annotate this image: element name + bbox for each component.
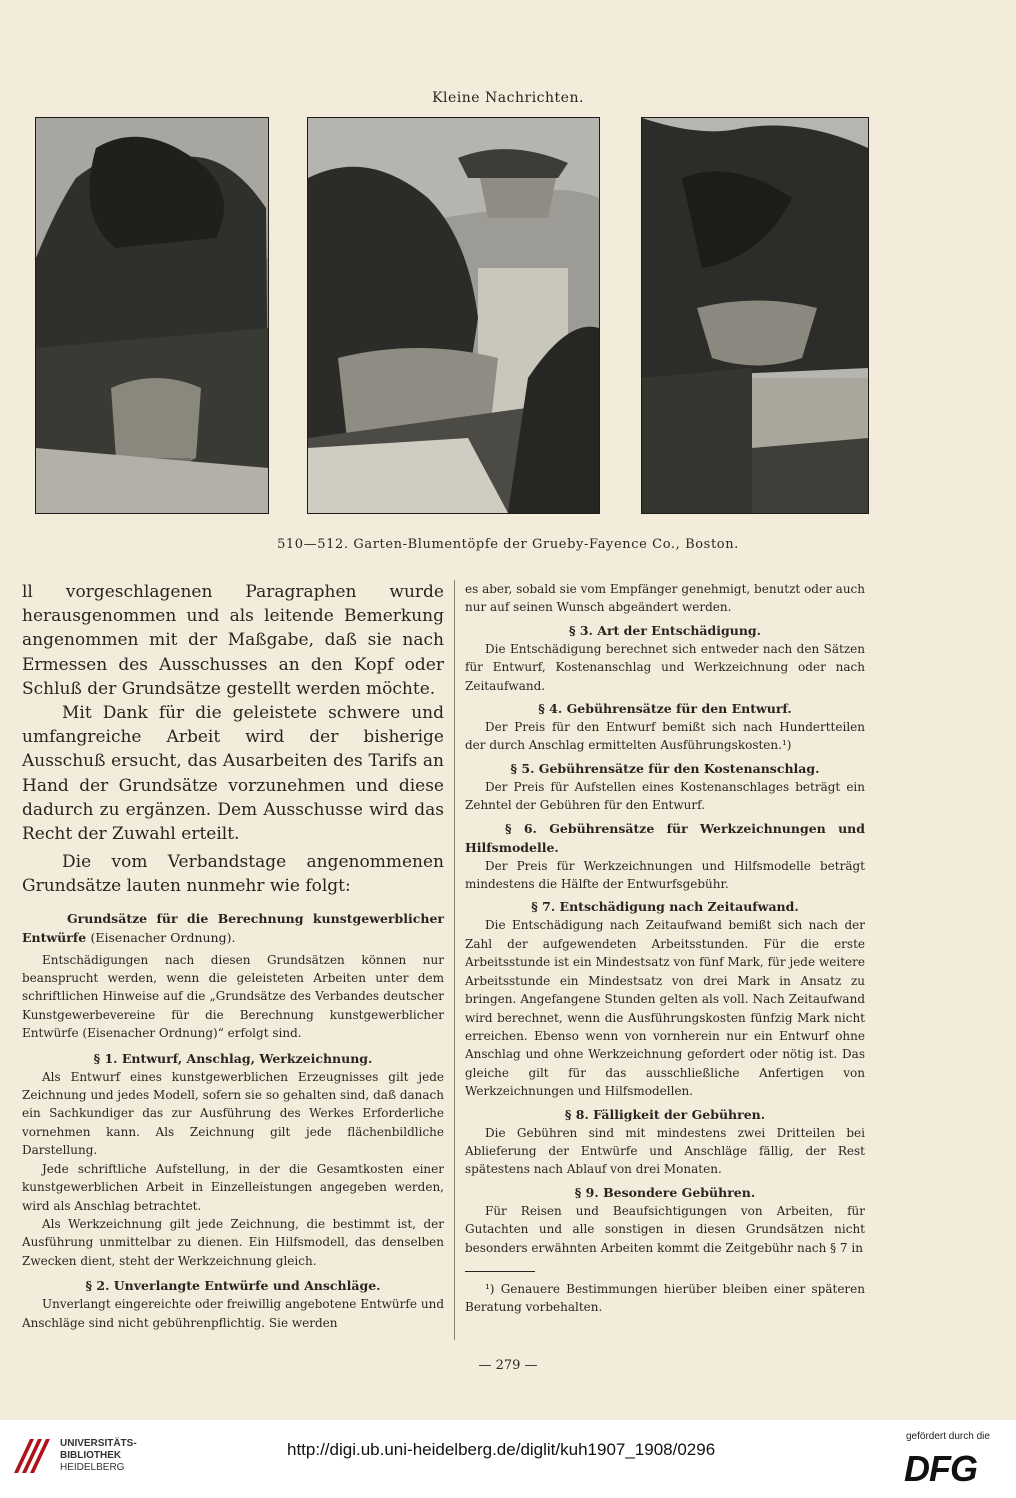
dfg-logo[interactable]: DFG — [904, 1448, 977, 1489]
paragraph: Unverlangt eingereichte oder freiwillig angebotene Entwürfe und Anschläge sind nicht gebührenpflichtig. Sie werden — [22, 1297, 444, 1330]
title-suffix: (Eisenacher Ordnung). — [90, 929, 236, 945]
paragraph: ll vorgeschlagenen Paragraphen wurde herausgenommen und als leitende Bemerkung angenommen mit der Maßgabe, daß sie nach Ermessen des Ausschusses an den Kopf oder Schluß der Grundsätze gestellt werden möchte. — [22, 582, 444, 699]
library-logo-icon[interactable] — [10, 1431, 56, 1477]
section-heading: § 9. Besondere Gebühren. — [574, 1184, 756, 1200]
page-number: — 279 — — [478, 1358, 538, 1373]
column-divider — [454, 580, 455, 1340]
library-name-line: HEIDELBERG — [60, 1462, 125, 1473]
paragraph: Die Entschädigung nach Zeitaufwand bemißt sich nach der Zahl der aufgewendeten Arbeitsstunden. Für die erste Arbeitsstunde ist ein Mindestsatz von fünf Mark, für jede weitere Arbeitsstunde ein Mindestsatz von drei Mark in Ansatz zu bringen. Angefangene Stunden gelten als voll. Nach Zeitaufwand wird berechnet, wenn die Ausführungskosten fünfzig Mark nicht erreichen. Ebenso wenn von vornherein nur ein Entwurf ohne Anschlag und ohne Werkzeichnung gefordert oder nötig ist. Das gleiche gilt für das ausschließliche Anfertigen von Werkzeichnungen und Hilfsmodellen. — [465, 918, 865, 1099]
paragraph: Mit Dank für die geleistete schwere und umfangreiche Arbeit wird der bisherige Ausschuß ersucht, das Ausarbeiten des Tarifs an Hand der Grundsätze vorzunehmen und diese dadurch zu ergänzen. Dem Ausschusse wird das Recht der Zuwahl erteilt. — [22, 703, 444, 845]
section-title — [22, 909, 444, 947]
paragraph: Entschädigungen nach diesen Grundsätzen können nur beansprucht werden, wenn die geleisteten Arbeiten unter dem schriftlichen Hinweise auf die „Grundsätze des Verbandes deutscher Kunstgewerbevereine für die Berechnung kunstgewerblicher Entwürfe (Eisenacher Ordnung)“ erfolgt sind. — [22, 952, 444, 1041]
section-heading: § 6. Gebührensätze für Werkzeichnungen und Hilfsmodelle. — [465, 820, 865, 855]
footnote-rule — [465, 1271, 535, 1272]
library-name-line: UNIVERSITÄTS- — [60, 1438, 137, 1449]
paragraph: Für Reisen und Beaufsichtigungen von Arbeiten, für Gutachten und alle sonstigen in diesen Grundsätzen nicht besonders erwähnten Arbeiten kommt die Zeitgebühr nach § 7 in — [465, 1203, 865, 1255]
library-name-line: BIBLIOTHEK — [60, 1450, 122, 1461]
section-heading: § 5. Gebührensätze für den Kostenanschlag. — [510, 760, 820, 776]
paragraph: Die vom Verbandstage angenommenen Grundsätze lauten nunmehr wie folgt: — [22, 852, 444, 897]
section-heading: § 7. Entschädigung nach Zeitaufwand. — [531, 899, 799, 915]
library-name[interactable] — [60, 1438, 137, 1474]
paragraph: Die Entschädigung berechnet sich entweder nach den Sätzen für Entwurf, Kostenanschlag und Werkzeichnung oder nach Zeitaufwand. — [465, 641, 865, 693]
running-title: Kleine Nachrichten. — [432, 90, 584, 106]
figure-caption: 510—512. Garten-Blumentöpfe der Grueby-Fayence Co., Boston. — [277, 537, 739, 552]
funded-by-label: gefördert durch die — [906, 1431, 990, 1442]
left-column — [22, 580, 444, 1332]
paragraph: es aber, sobald sie vom Empfänger genehmigt, benutzt oder auch nur auf seinen Wunsch abgeändert werden. — [465, 582, 865, 615]
right-column — [465, 580, 865, 1317]
section-heading: § 2. Unverlangte Entwürfe und Anschläge. — [85, 1278, 381, 1294]
permalink-url[interactable]: http://digi.ub.uni-heidelberg.de/diglit/kuh1907_1908/0296 — [287, 1440, 716, 1459]
footnote: ¹) Genauere Bestimmungen hierüber bleiben einer späteren Beratung vorbehalten. — [465, 1281, 865, 1315]
section-heading: § 1. Entwurf, Anschlag, Werkzeichnung. — [93, 1050, 373, 1066]
paragraph: Als Entwurf eines kunstgewerblichen Erzeugnisses gilt jede Zeichnung und jedes Modell, sofern sie so gehalten sind, daß danach ein Sachkundiger das zur Ausführung des Werkes Erforderliche vornehmen kann. Als Zeichnung gilt jede flächenbildliche Darstellung. — [22, 1069, 444, 1158]
viewer-footer — [0, 1420, 1016, 1498]
section-heading: § 3. Art der Entschädigung. — [568, 622, 762, 638]
photo-flowerpot-511 — [307, 117, 600, 514]
paragraph: Der Preis für den Entwurf bemißt sich nach Hundertteilen der durch Anschlag ermittelten Ausführungskosten.¹) — [465, 720, 865, 753]
section-heading: § 4. Gebührensätze für den Entwurf. — [538, 701, 792, 717]
title-text: Grundsätze für die Berechnung kunstgewerblicher Entwürfe — [22, 910, 444, 945]
paragraph: Der Preis für Aufstellen eines Kostenanschlages beträgt ein Zehntel der Gebühren für den Entwurf. — [465, 779, 865, 813]
section-heading: § 8. Fälligkeit der Gebühren. — [564, 1106, 766, 1122]
photo-flowerpot-512 — [641, 117, 869, 514]
paragraph: Der Preis für Werkzeichnungen und Hilfsmodelle beträgt mindestens die Hälfte der Entwurfsgebühr. — [465, 858, 865, 892]
paragraph: Jede schriftliche Aufstellung, in der die Gesamtkosten einer kunstgewerblichen Arbeit in Einzelleistungen angegeben werden, wird als Anschlag betrachtet. — [22, 1161, 444, 1213]
paragraph: Als Werkzeichnung gilt jede Zeichnung, die bestimmt ist, der Ausführung unmittelbar zu dienen. Ein Hilfsmodell, das denselben Zwecken dient, steht der Werkzeichnung gleich. — [22, 1216, 444, 1268]
photo-flowerpot-510 — [35, 117, 269, 514]
paragraph: Die Gebühren sind mit mindestens zwei Dritteilen bei Ablieferung der Entwürfe und Anschläge fällig, der Rest spätestens nach Ablauf von drei Monaten. — [465, 1125, 865, 1177]
